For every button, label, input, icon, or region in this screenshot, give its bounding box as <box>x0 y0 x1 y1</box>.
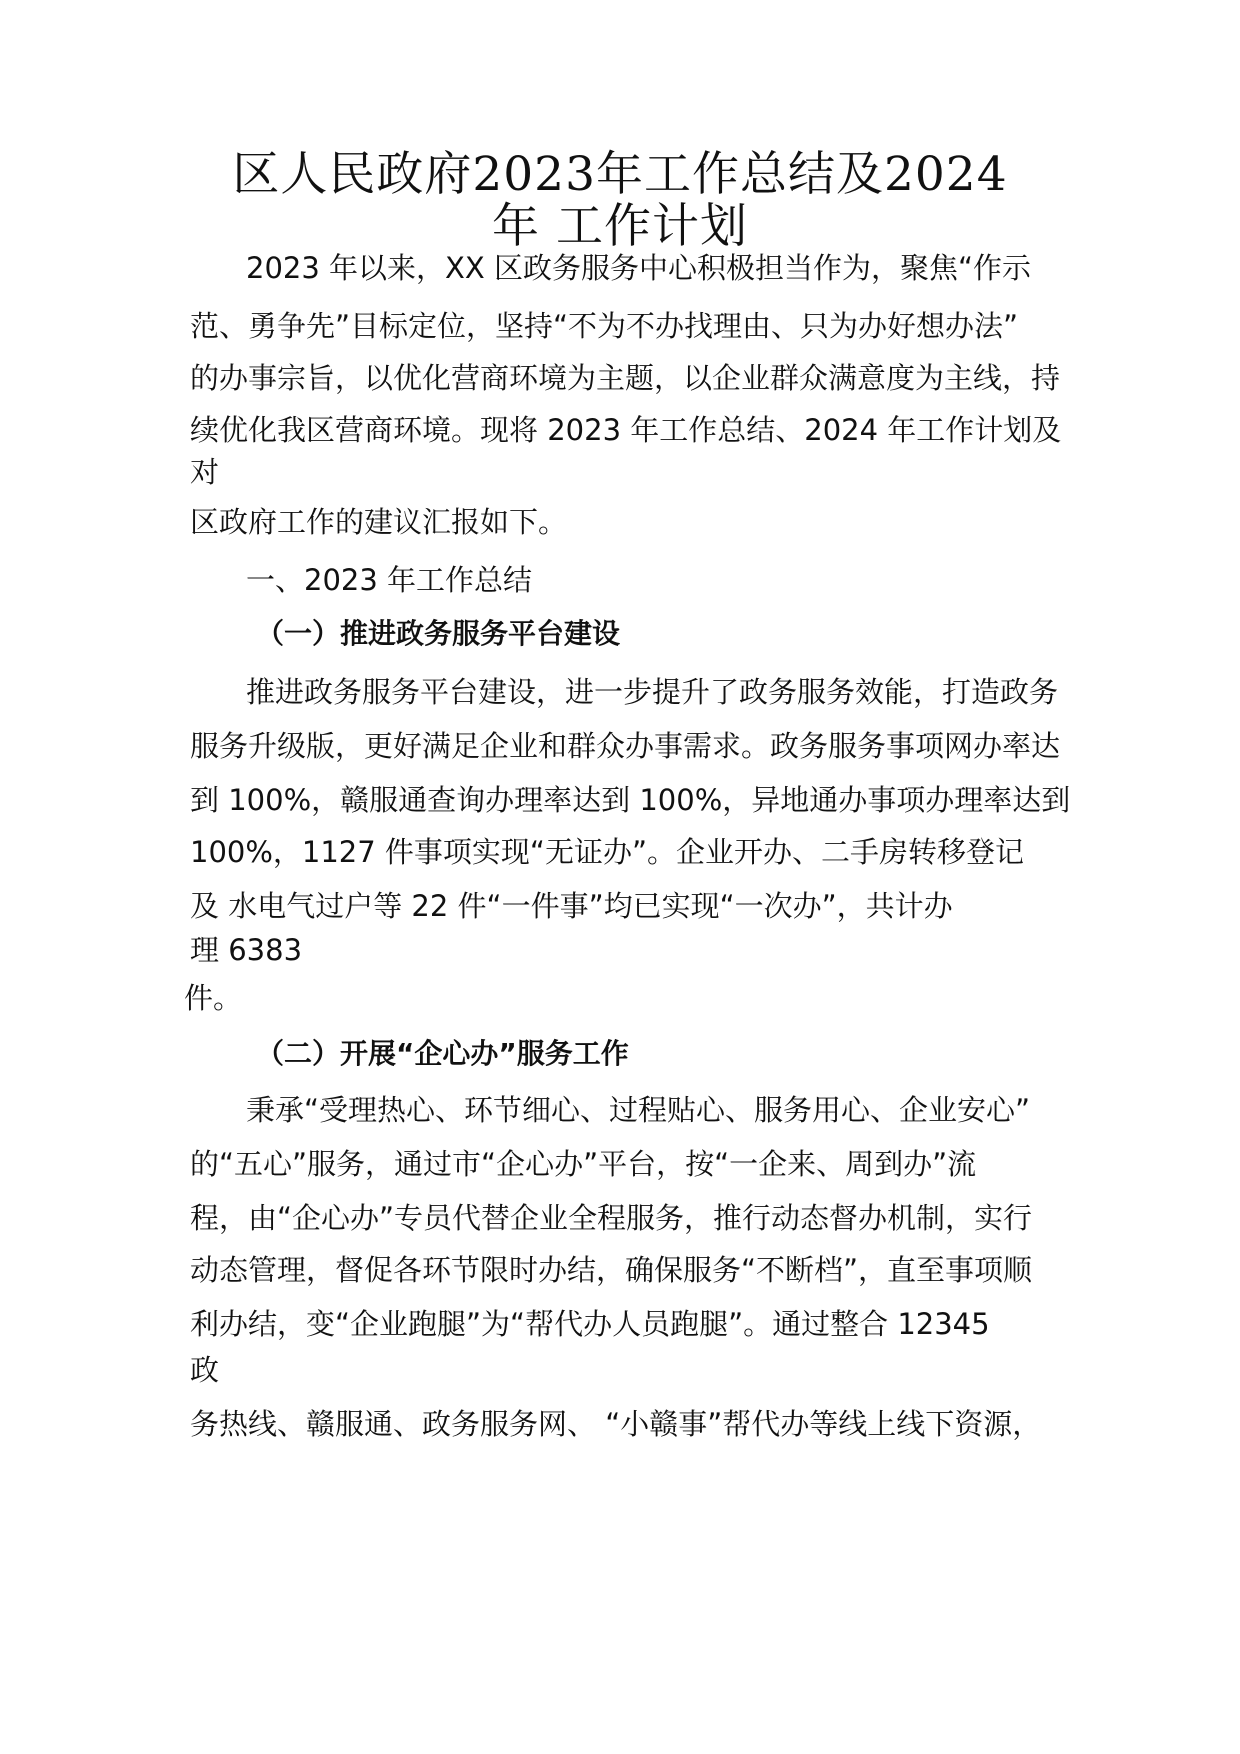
intro-line: 续优化我区营商环境。现将 2023 年工作总结、2024 年工作计划及 <box>190 413 1062 447</box>
intro-line: 对 <box>190 455 220 489</box>
paragraph-line: 的“五心”服务，通过市“企心办”平台，按“一企来、周到办”流 <box>190 1147 977 1181</box>
section-heading: 一、2023 年工作总结 <box>246 563 533 597</box>
paragraph-line: 及 水电气过户等 22 件“一件事”均已实现“一次办”，共计办 <box>190 889 953 923</box>
paragraph-line: 秉承“受理热心、环节细心、过程贴心、服务用心、企业安心” <box>246 1093 1031 1127</box>
paragraph-line: 利办结，变“企业跑腿”为“帮代办人员跑腿”。通过整合 12345 <box>190 1307 990 1341</box>
paragraph-line: 务热线、赣服通、政务服务网、 “小赣事”帮代办等线上线下资源， <box>190 1407 1042 1441</box>
paragraph-line: 动态管理，督促各环节限时办结，确保服务“不断档”，直至事项顺 <box>190 1253 1033 1287</box>
intro-line: 范、勇争先”目标定位，坚持“不为不办找理由、只为办好想办法” <box>190 309 1019 343</box>
subsection-heading: （一）推进政务服务平台建设 <box>256 617 621 650</box>
document-title-line-2: 年 工作计划 <box>492 199 748 254</box>
paragraph-line: 到 100%，赣服通查询办理率达到 100%，异地通办事项办理率达到 <box>190 783 1071 817</box>
paragraph-line: 程，由“企心办”专员代替企业全程服务，推行动态督办机制，实行 <box>190 1201 1033 1235</box>
paragraph-line: 政 <box>190 1353 220 1387</box>
intro-line: 的办事宗旨，以优化营商环境为主题，以企业群众满意度为主线，持 <box>190 361 1061 395</box>
paragraph-line: 100%，1127 件事项实现“无证办”。企业开办、二手房转移登记 <box>190 835 1024 869</box>
paragraph-line: 服务升级版，更好满足企业和群众办事需求。政务服务事项网办率达 <box>190 729 1061 763</box>
intro-line: 2023 年以来，XX 区政务服务中心积极担当作为，聚焦“作示 <box>246 251 1031 285</box>
document-title-line-1: 区人民政府2023年工作总结及2024 <box>232 147 1008 202</box>
intro-line: 区政府工作的建议汇报如下。 <box>190 505 568 539</box>
paragraph-line: 理 6383 <box>190 933 303 967</box>
subsection-heading: （二）开展“企心办”服务工作 <box>256 1037 629 1070</box>
paragraph-line: 推进政务服务平台建设，进一步提升了政务服务效能，打造政务 <box>246 675 1059 709</box>
paragraph-line: 件。 <box>184 981 243 1015</box>
